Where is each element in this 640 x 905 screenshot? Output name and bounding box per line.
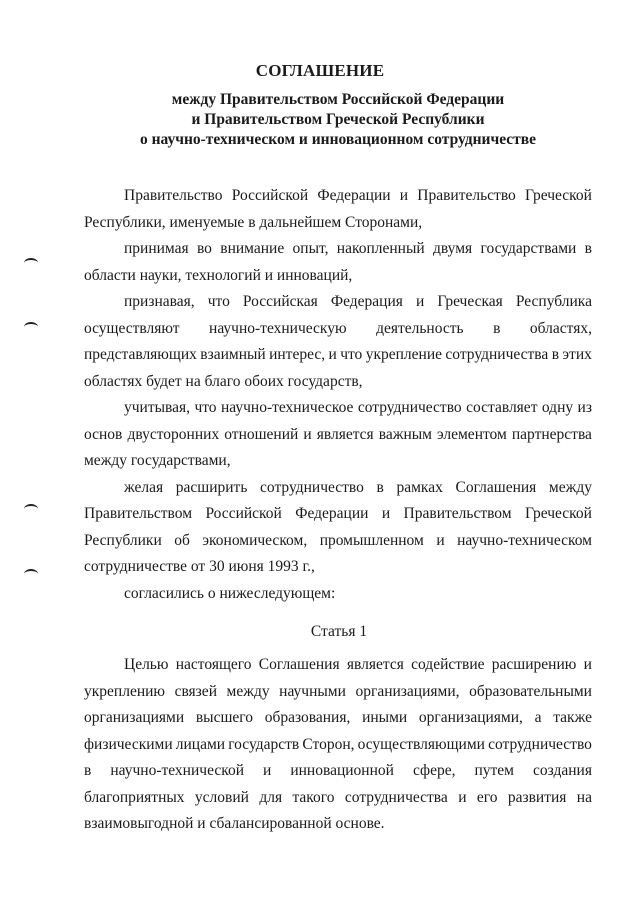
word: желая [124,478,164,496]
word: Целью [124,656,169,673]
text-line [84,528,592,555]
text-line [84,732,592,759]
text-line: области науки, технологий и инноваций, [84,266,353,284]
word: промышленном [319,531,424,549]
word: на [576,788,592,806]
word: сотрудничество [260,478,364,496]
margin-mark [24,569,38,579]
word: Греческой [525,187,592,204]
word: и [328,346,337,363]
word: и [381,505,391,522]
margin-mark [24,322,38,332]
word: представляющих [84,346,197,363]
word: Правительство [124,187,223,204]
word: укреплению [84,682,165,700]
text-line [84,342,592,369]
word: принимая [124,240,189,257]
word: рамках [396,478,443,496]
word: и [303,425,312,443]
document-subtitle [0,90,640,150]
word: связей [174,682,217,700]
word: экономическом, [202,531,308,549]
word: государств [228,735,300,753]
article-heading: Статья 1 [310,623,368,640]
word: образовательными [469,682,592,700]
text-line: взаимовыгодной и сбалансированной основе. [84,815,385,832]
word: сотрудничество [357,399,462,416]
text-line [84,758,592,785]
word: осуществляющими [357,735,485,753]
word: расширению [491,656,577,673]
word: во [196,240,212,257]
word: инновационной [290,762,394,779]
word: взаимный [200,346,266,363]
word: Республика [515,293,592,310]
text-line [84,422,592,449]
word: является [316,425,374,443]
word: Федерации [295,505,369,522]
word: Греческой [524,505,592,522]
article-paragraph [84,652,592,838]
word: Соглашения [258,656,340,673]
word: деятельность [376,319,464,337]
word: научно-технической [110,762,245,779]
word: организациями [84,709,185,726]
word: иными [362,709,408,726]
word: что [207,293,230,310]
text-line: между государствами, [84,452,231,469]
text-line [84,316,592,343]
word: Правительством [403,505,512,522]
preamble-paragraph [84,395,592,475]
word: накопленный [336,240,425,257]
preamble-paragraph [84,475,592,581]
word: развития [507,788,567,806]
word: что [194,399,217,416]
word: научно-техническую [209,319,347,337]
word: физическими [84,735,173,753]
word: является [346,656,404,673]
word: сфере, [412,762,456,779]
text-line [84,475,592,502]
word: лицами [175,735,226,753]
word: и [458,788,467,806]
word: из [577,399,592,416]
word: внимание [220,240,285,257]
word: опыт, [292,240,329,257]
word: Российской [231,187,309,204]
word: важным [378,425,432,443]
word: научно-техническое [220,399,354,416]
preamble-paragraph [84,289,592,395]
word: Российская [242,293,318,310]
text-line [84,236,592,263]
word: областях, [529,319,592,337]
text-line [84,705,592,732]
word: между [548,478,592,496]
word: сотрудничества [445,346,549,363]
text-line [84,183,592,210]
word: сотрудничество [488,735,592,753]
word: Греческая [437,293,503,310]
word: отношений [224,425,299,443]
word: государствами [480,240,577,257]
word: сотрудничества [344,788,448,806]
word: об [174,531,190,549]
word: в [584,240,592,257]
word: Республики [84,531,162,549]
word: для [259,788,283,806]
word: организациями, [355,682,460,700]
word: учитывая, [124,399,191,416]
word: его [476,788,498,806]
word: высшего [195,709,254,726]
margin-mark [24,258,38,268]
word: в [493,319,501,337]
word: и [263,762,272,779]
word: образования, [264,709,351,726]
word: Федерация [330,293,403,310]
word: одну [541,399,574,416]
text-line: областях будет на благо обоих государств, [84,372,363,390]
word: между [226,682,270,700]
word: в [84,762,92,779]
word: научными [279,682,346,700]
word: условий [194,788,249,806]
word: признавая, [124,293,195,310]
word: Федерации [317,187,391,204]
word: а [534,709,542,726]
preamble [84,183,592,607]
text-line [84,785,592,812]
word: двусторонних [127,425,220,443]
word: что [340,346,363,363]
word: осуществляют [84,319,180,337]
word: Российской [205,505,282,522]
text-line [84,652,592,679]
word: расширить [175,478,248,496]
word: партнерства [511,425,592,443]
text-line [84,679,592,706]
text-line: сотрудничестве от 30 июня 1993 г., [84,558,315,575]
word: и [583,656,592,673]
word: научно-техническом [457,531,592,549]
word: создания [533,762,592,779]
subtitle-line: и Правительством Греческой Республики [191,111,485,128]
word: интерес, [269,346,326,363]
word: путем [474,762,514,779]
text-line [84,501,592,528]
word: укрепление [365,346,442,363]
word: Сторон, [302,735,355,753]
word: Правительством [84,505,193,522]
word: составляет [466,399,538,416]
word: основ [84,425,123,443]
word: организациями, [418,709,523,726]
word: двумя [433,240,473,257]
text-line [84,395,592,422]
word: и [436,531,445,549]
word: в [376,478,384,496]
subtitle-line: между Правительством Российской Федерации [171,91,505,108]
article-1-text [84,652,592,838]
preamble-paragraph [84,581,592,608]
word: и [415,293,425,310]
text-line [84,289,592,316]
preamble-paragraph [84,183,592,236]
subtitle-line: о научно-техническом и инновационном сотрудничестве [139,131,537,148]
word: элементом [437,425,507,443]
document-title: СОГЛАШЕНИЕ [255,61,385,80]
word: содействие [411,656,485,673]
word: Правительство [417,187,516,204]
word: в [551,346,560,363]
word: этих [562,346,592,363]
preamble-paragraph [84,236,592,289]
margin-mark [24,504,38,514]
word: и [399,187,409,204]
word: Соглашения [455,478,537,496]
word: такого [292,788,335,806]
text-line: Республики, именуемые в дальнейшем Сторонами, [84,213,423,231]
word: также [553,709,592,726]
text-line: согласились о нижеследующем: [124,584,336,602]
word: настоящего [175,656,252,673]
word: благоприятных [84,788,185,806]
